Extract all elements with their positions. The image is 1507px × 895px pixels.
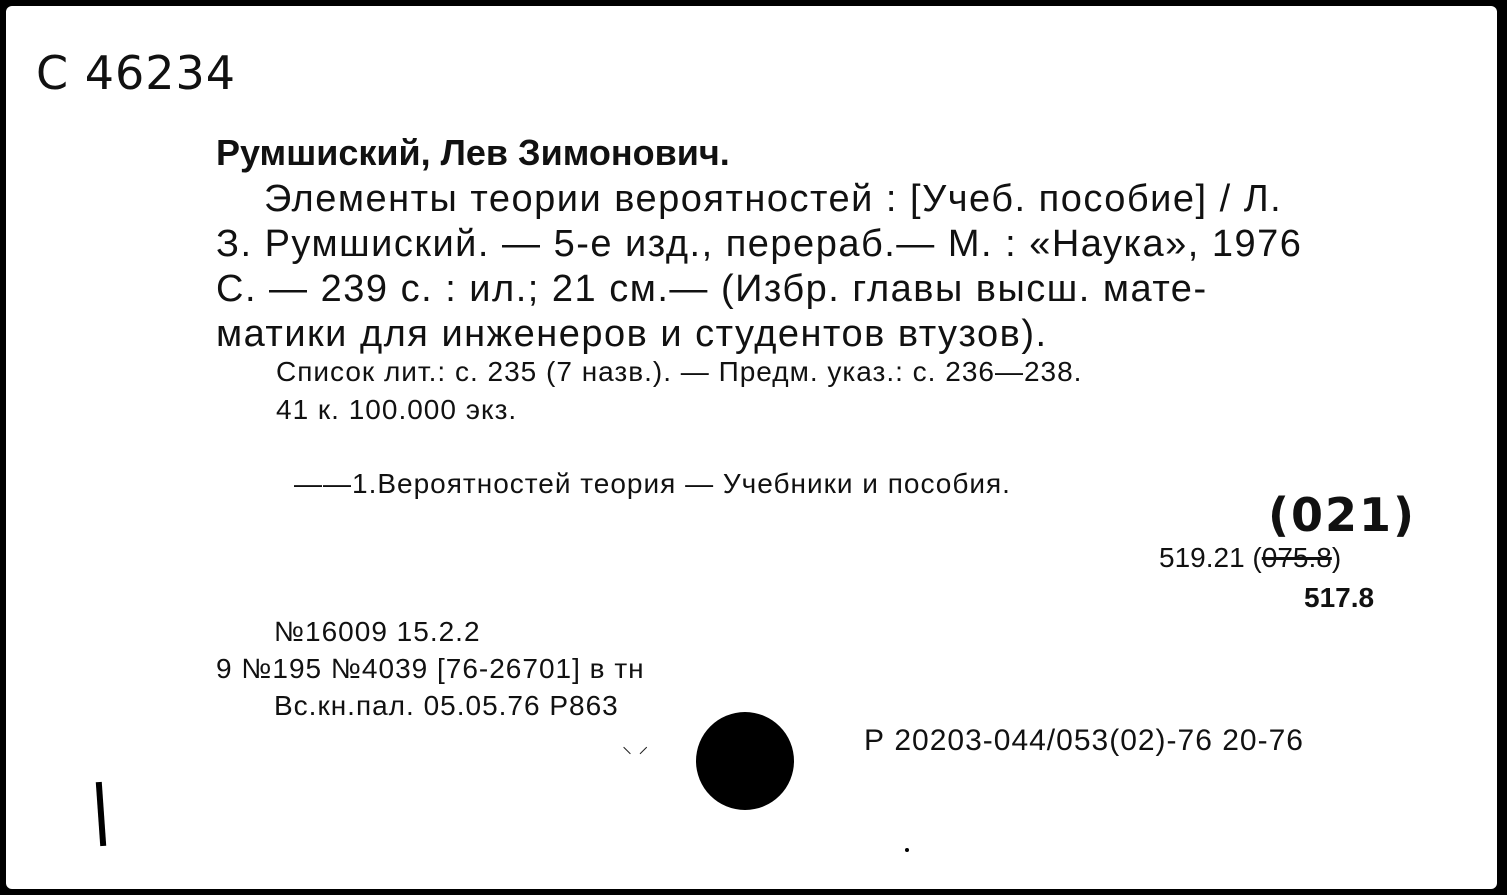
inventory-number: С 46234: [36, 46, 237, 100]
udc-struck: 075.8: [1261, 542, 1332, 573]
handwritten-code: (021): [1268, 488, 1417, 542]
bibliography-note: Список лит.: с. 235 (7 назв.). — Предм. указ.: с. 236—238.: [276, 356, 1083, 387]
body-line-4: матики для инженеров и студентов втузов).: [216, 313, 1048, 355]
subject-heading: ——1.Вероятностей теория — Учебники и пособия.: [294, 468, 1011, 499]
body-line-3: С. — 239 с. : ил.; 21 см.— (Избр. главы высш. мате-: [216, 268, 1208, 310]
tech-line-3: Вс.кн.пал. 05.05.76 Р863: [274, 690, 619, 721]
udc-classification: [1159, 542, 1341, 574]
udc-secondary: 517.8: [1304, 582, 1375, 613]
body-line-2: З. Румшиский. — 5-е изд., перераб.— М. : «Наука», 1976: [216, 223, 1303, 265]
pencil-marks: ⸌ ⸍: [622, 742, 649, 766]
ink-dot: [905, 848, 909, 852]
udc-suffix: ): [1331, 542, 1342, 573]
price-code-line: Р 20203-044/053(02)-76 20-76: [864, 724, 1304, 757]
author-heading: Румшиский, Лев Зимонович.: [216, 132, 730, 173]
tech-line-2: 9 №195 №4039 [76-26701] в тн: [216, 653, 645, 684]
punch-hole: [696, 712, 794, 810]
tech-line-1: №16009 15.2.2: [274, 616, 481, 647]
body-line-1: Элементы теории вероятностей : [Учеб. пособие] / Л.: [264, 178, 1283, 220]
udc-prefix: 519.21 (: [1159, 542, 1262, 573]
price-run-note: 41 к. 100.000 экз.: [276, 394, 518, 425]
